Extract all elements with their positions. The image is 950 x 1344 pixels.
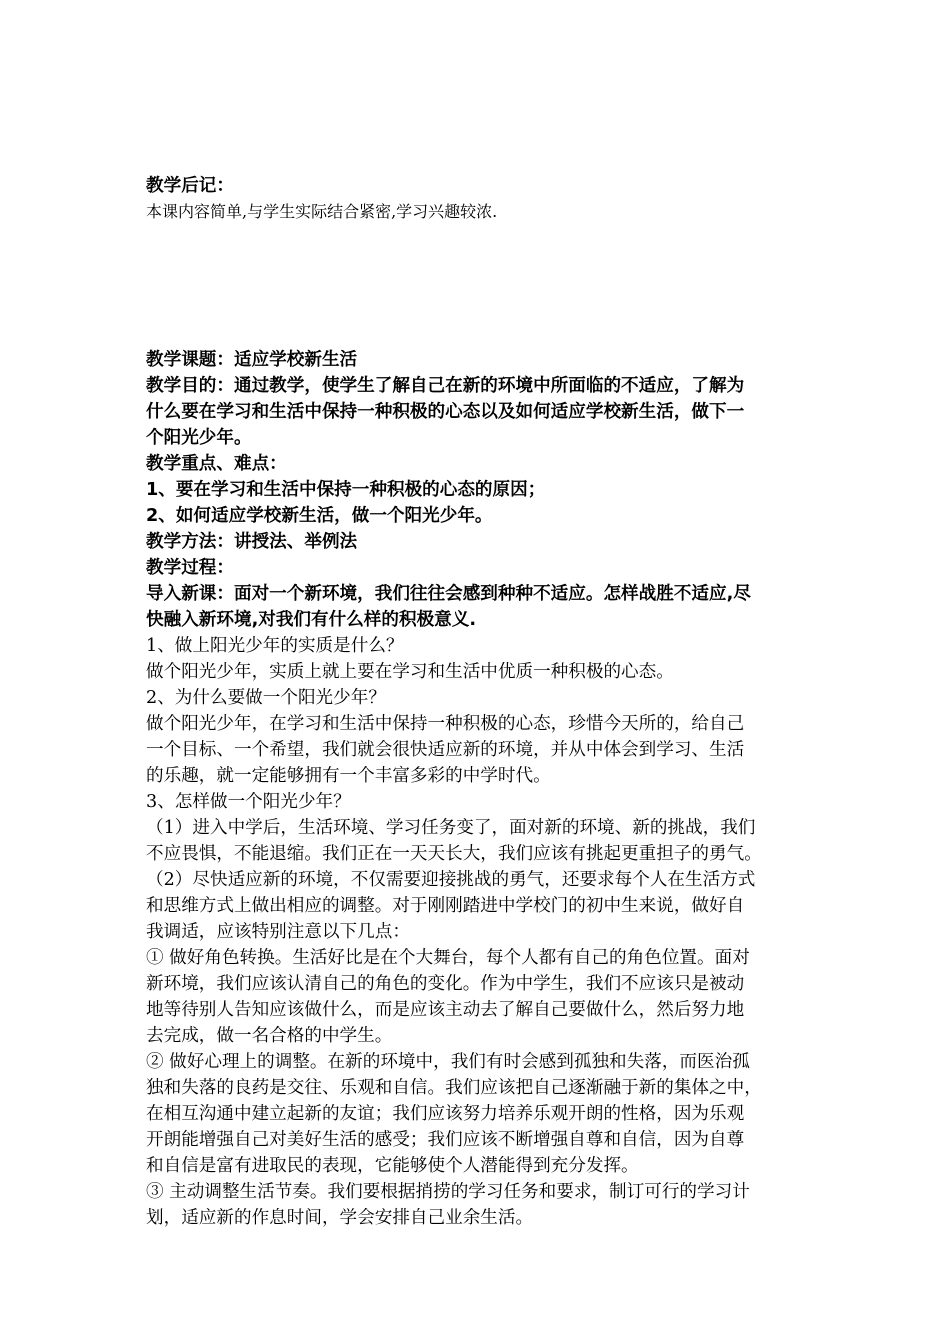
body-line: 3、怎样做一个阳光少年？ [146, 792, 351, 812]
lesson-goal-line: 个阳光少年。 [146, 428, 252, 448]
body-line: ③ 主动调整生活节奏。我们要根据捎捞的学习任务和要求，制订可行的学习计 [146, 1182, 750, 1202]
afterword-text: 本课内容简单,与学生实际结合紧密,学习兴趣较浓. [146, 202, 498, 221]
body-line: ② 做好心理上的调整。在新的环境中，我们有时会感到孤独和失落，而医治孤 [146, 1052, 750, 1072]
body-line: 1、做上阳光少年的实质是什么？ [146, 636, 404, 656]
lesson-goal-line: 教学目的：通过教学，使学生了解自己在新的环境中所面临的不适应，了解为 [146, 376, 745, 396]
body-line: 地等待别人告知应该做什么，而是应该主动去了解自己要做什么，然后努力地 [146, 1000, 745, 1020]
body-line: 和思维方式上做出相应的调整。对于刚刚踏进中学校门的初中生来说，做好自 [146, 896, 745, 916]
body-line: 2、为什么要做一个阳光少年？ [146, 688, 386, 708]
body-line: （2）尽快适应新的环境，不仅需要迎接挑战的勇气，还要求每个人在生活方式 [146, 870, 756, 890]
afterword-heading: 教学后记： [146, 176, 234, 196]
body-line: ① 做好角色转换。生活好比是在个大舞台，每个人都有自己的角色位置。面对 [146, 948, 750, 968]
afterword-section [146, 173, 816, 225]
intro-line: 快融入新环境,对我们有什么样的积极意义. [146, 610, 477, 630]
body-line: 一个目标、一个希望，我们就会很快适应新的环境，并从中体会到学习、生活 [146, 740, 745, 760]
body-line: 在相互沟通中建立起新的友谊；我们应该努力培养乐观开朗的性格，因为乐观 [146, 1104, 745, 1124]
body-line: 新环境，我们应该认清自己的角色的变化。作为中学生，我们不应该只是被动 [146, 974, 745, 994]
body-line: （1）进入中学后，生活环境、学习任务变了，面对新的环境、新的挑战，我们 [146, 818, 756, 838]
key-points-heading: 教学重点、难点： [146, 454, 287, 474]
body-line: 我调适，应该特别注意以下几点： [146, 922, 410, 942]
key-point-item: 2、如何适应学校新生活，做一个阳光少年。 [146, 506, 493, 526]
body-line: 开朗能增强自己对美好生活的感受；我们应该不断增强自尊和自信，因为自尊 [146, 1130, 745, 1150]
body-line: 独和失落的良药是交往、乐观和自信。我们应该把自己逐渐融于新的集体之中， [146, 1078, 762, 1098]
body-line: 做个阳光少年，实质上就上要在学习和生活中优质一种积极的心态。 [146, 662, 674, 682]
process-heading: 教学过程： [146, 558, 234, 578]
body-line: 划，适应新的作息时间，学会安排自己业余生活。 [146, 1208, 534, 1228]
body-line: 去完成，做一名合格的中学生。 [146, 1026, 393, 1046]
body-line: 和自信是富有进取民的表现，它能够使个人潜能得到充分发挥。 [146, 1156, 639, 1176]
intro-line: 导入新课：面对一个新环境，我们往往会感到种种不适应。怎样战胜不适应,尽 [146, 584, 751, 604]
body-line: 的乐趣，就一定能够拥有一个丰富多彩的中学时代。 [146, 766, 551, 786]
lesson-title: 教学课题：适应学校新生活 [146, 350, 358, 370]
body-line: 做个阳光少年，在学习和生活中保持一种积极的心态，珍惜今天所的，给自己 [146, 714, 745, 734]
lesson-goal-line: 什么要在学习和生活中保持一种积极的心态以及如何适应学校新生活，做下一 [146, 402, 745, 422]
lesson-section [146, 347, 816, 1231]
body-line: 不应畏惧，不能退缩。我们正在一天天长大，我们应该有挑起更重担子的勇气。 [146, 844, 762, 864]
key-point-item: 1、要在学习和生活中保持一种积极的心态的原因； [146, 480, 546, 500]
teaching-method: 教学方法：讲授法、举例法 [146, 532, 358, 552]
